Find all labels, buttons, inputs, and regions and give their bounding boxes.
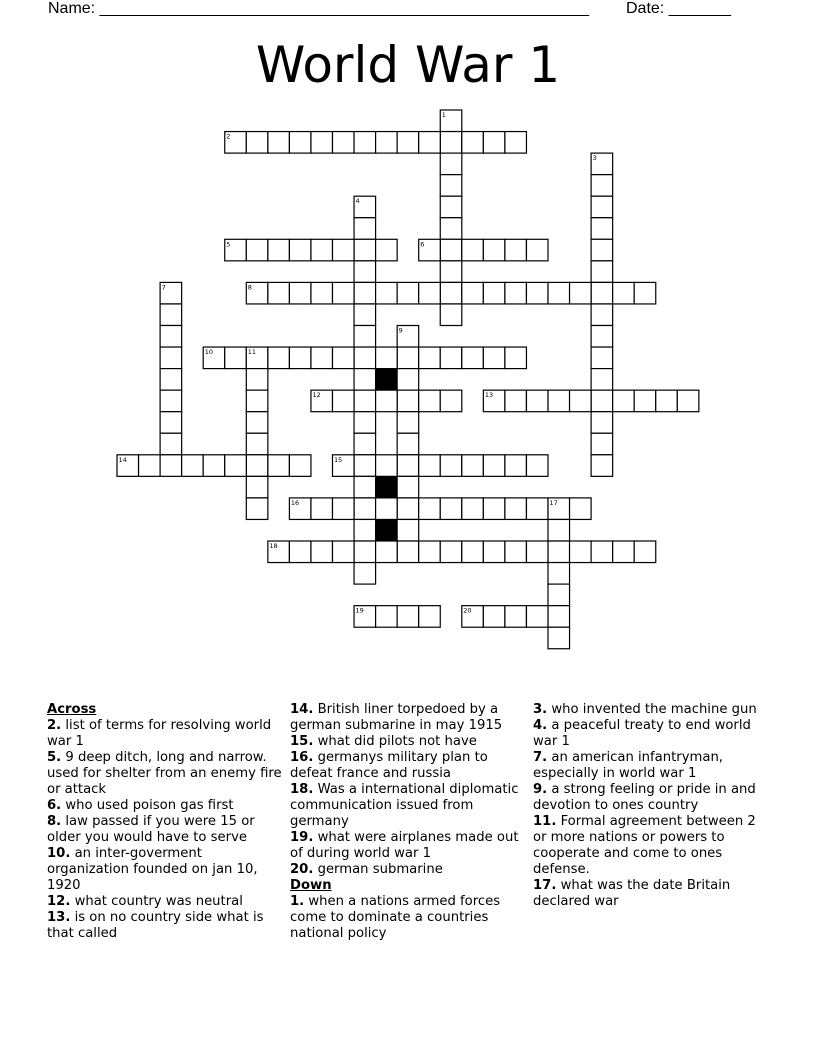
grid-cell[interactable] <box>246 476 268 498</box>
clues-column-3 <box>533 702 773 910</box>
clue-text: what country was neutral <box>70 894 243 909</box>
grid-cell[interactable] <box>354 563 376 585</box>
grid-cell[interactable] <box>440 455 462 477</box>
grid-cell[interactable] <box>376 282 398 304</box>
down-clue-17 <box>533 878 773 910</box>
clue-number: 1. <box>290 894 305 909</box>
grid-cell[interactable] <box>376 606 398 628</box>
grid-cell[interactable] <box>462 132 484 154</box>
grid-cell[interactable] <box>505 347 527 369</box>
grid-cell[interactable] <box>419 606 441 628</box>
grid-cell[interactable] <box>440 261 462 283</box>
clue-number: 19. <box>290 830 314 845</box>
grid-cell[interactable] <box>440 390 462 412</box>
grid-cell[interactable] <box>548 627 570 649</box>
grid-cell[interactable] <box>160 412 182 434</box>
grid-cell[interactable] <box>397 282 419 304</box>
grid-cell[interactable] <box>354 218 376 240</box>
grid-cell[interactable] <box>462 455 484 477</box>
grid-cell[interactable] <box>570 282 592 304</box>
grid-cell[interactable] <box>440 153 462 175</box>
grid-cell[interactable] <box>246 433 268 455</box>
clues-column-2 <box>290 702 530 942</box>
clue-text: when a nations armed forces come to dominate a countries national policy <box>290 894 501 941</box>
clue-text: is on no country side what is that called <box>47 910 264 941</box>
clue-text: a peaceful treaty to end world war 1 <box>533 718 751 749</box>
grid-cell[interactable] <box>419 455 441 477</box>
grid-cell[interactable] <box>333 239 355 261</box>
grid-cell[interactable] <box>397 498 419 520</box>
grid-cell[interactable] <box>333 498 355 520</box>
grid-cell[interactable] <box>268 455 290 477</box>
grid-cell[interactable] <box>160 369 182 391</box>
grid-cell[interactable] <box>354 261 376 283</box>
grid-cell[interactable] <box>570 498 592 520</box>
grid-cell[interactable] <box>462 282 484 304</box>
grid-cell[interactable] <box>462 347 484 369</box>
grid-cell[interactable] <box>397 369 419 391</box>
grid-cell[interactable] <box>160 326 182 348</box>
grid-cell[interactable] <box>354 455 376 477</box>
clue-text: what did pilots not have <box>313 734 477 749</box>
grid-cell[interactable] <box>354 390 376 412</box>
across-clue-15 <box>290 734 530 750</box>
grid-cell[interactable] <box>483 606 505 628</box>
grid-cell[interactable] <box>613 541 635 563</box>
grid-cell[interactable] <box>634 390 656 412</box>
clue-text: Formal agreement between 2 or more nations or powers to cooperate and come to ones defense. <box>533 814 756 877</box>
clue-text: British liner torpedoed by a german submarine in may 1915 <box>290 702 503 733</box>
grid-cell[interactable] <box>268 347 290 369</box>
grid-cell[interactable] <box>289 347 311 369</box>
cell-number: 11 <box>247 348 257 357</box>
grid-cell[interactable] <box>246 455 268 477</box>
grid-cell[interactable] <box>548 282 570 304</box>
grid-cell[interactable] <box>376 239 398 261</box>
down-clue-4 <box>533 718 773 750</box>
grid-cell[interactable] <box>354 304 376 326</box>
grid-cell[interactable] <box>246 390 268 412</box>
grid-cell[interactable] <box>354 541 376 563</box>
grid-cell[interactable] <box>268 282 290 304</box>
cell-number: 14 <box>118 455 127 464</box>
grid-cell[interactable] <box>246 412 268 434</box>
clue-number: 7. <box>533 750 548 765</box>
grid-cell[interactable] <box>160 304 182 326</box>
grid-cell[interactable] <box>376 541 398 563</box>
clue-number: 5. <box>47 750 62 765</box>
page-title: World War 1 <box>255 36 561 94</box>
grid-cell[interactable] <box>419 282 441 304</box>
grid-cell[interactable] <box>246 498 268 520</box>
clue-text: 9 deep ditch, long and narrow. used for shelter from an enemy fire or attack <box>47 750 282 797</box>
grid-cell[interactable] <box>160 390 182 412</box>
grid-cell[interactable] <box>139 455 161 477</box>
grid-cell[interactable] <box>440 498 462 520</box>
grid-cell[interactable] <box>182 455 204 477</box>
cell-number: 13 <box>484 391 494 400</box>
grid-cell[interactable] <box>397 132 419 154</box>
grid-cell[interactable] <box>333 132 355 154</box>
grid-cell[interactable] <box>440 239 462 261</box>
cell-number: 1 <box>441 111 446 119</box>
grid-cell[interactable] <box>591 433 613 455</box>
clue-number: 9. <box>533 782 548 797</box>
grid-cell[interactable] <box>354 369 376 391</box>
cell-number: 17 <box>549 498 558 507</box>
grid-cell[interactable] <box>526 455 548 477</box>
grid-cell[interactable] <box>440 175 462 197</box>
grid-cell[interactable] <box>354 412 376 434</box>
grid-cell[interactable] <box>354 326 376 348</box>
clue-number: 15. <box>290 734 314 749</box>
down-clue-1 <box>290 894 530 942</box>
grid-cell[interactable] <box>440 218 462 240</box>
grid-cell[interactable] <box>354 347 376 369</box>
clue-number: 17. <box>533 878 557 893</box>
clue-text: german submarine <box>313 862 443 877</box>
across-clue-6 <box>47 798 287 814</box>
grid-cell[interactable] <box>591 239 613 261</box>
grid-cell[interactable] <box>397 455 419 477</box>
clue-number: 8. <box>47 814 62 829</box>
across-clue-20 <box>290 862 530 878</box>
grid-cell[interactable] <box>376 347 398 369</box>
grid-cell[interactable] <box>333 541 355 563</box>
grid-cell[interactable] <box>505 239 527 261</box>
clue-text: list of terms for resolving world war 1 <box>47 718 272 749</box>
down-list-a <box>290 894 530 942</box>
across-clue-5 <box>47 750 287 798</box>
grid-cell[interactable] <box>462 541 484 563</box>
cell-number: 19 <box>355 606 364 615</box>
grid-cell[interactable] <box>591 390 613 412</box>
across-heading: Across <box>47 702 97 717</box>
grid-cell[interactable] <box>526 282 548 304</box>
down-clue-11 <box>533 814 773 878</box>
grid-cell[interactable] <box>462 239 484 261</box>
grid-cell[interactable] <box>354 282 376 304</box>
grid-cell[interactable] <box>591 282 613 304</box>
grid-cell[interactable] <box>289 541 311 563</box>
cell-number: 7 <box>161 283 166 292</box>
grid-cell[interactable] <box>526 606 548 628</box>
grid-cell[interactable] <box>354 433 376 455</box>
cell-number: 18 <box>269 542 278 550</box>
grid-cell[interactable] <box>591 541 613 563</box>
grid-cell[interactable] <box>548 390 570 412</box>
grid-cell[interactable] <box>591 369 613 391</box>
grid-cell[interactable] <box>333 347 355 369</box>
down-clue-9 <box>533 782 773 814</box>
clue-text: who invented the machine gun <box>547 702 757 717</box>
grid-cell[interactable] <box>591 347 613 369</box>
cell-number: 8 <box>247 283 252 292</box>
grid-cell[interactable] <box>613 282 635 304</box>
grid-cell[interactable] <box>548 563 570 585</box>
across-clue-19 <box>290 830 530 862</box>
grid-cell[interactable] <box>397 433 419 455</box>
clue-number: 16. <box>290 750 314 765</box>
grid-cell[interactable] <box>311 132 333 154</box>
clue-number: 14. <box>290 702 314 717</box>
grid-cell[interactable] <box>160 433 182 455</box>
grid-cell[interactable] <box>376 390 398 412</box>
grid-cell[interactable] <box>419 498 441 520</box>
grid-cell[interactable] <box>526 390 548 412</box>
grid-cell[interactable] <box>354 239 376 261</box>
grid-cell[interactable] <box>548 584 570 606</box>
down-clue-3 <box>533 702 773 718</box>
grid-cell[interactable] <box>591 455 613 477</box>
grid-cell[interactable] <box>246 132 268 154</box>
cell-number: 16 <box>290 498 300 507</box>
grid-cell[interactable] <box>462 498 484 520</box>
grid-cell[interactable] <box>333 390 355 412</box>
grid-cell[interactable] <box>376 455 398 477</box>
cell-number: 15 <box>334 455 343 464</box>
clue-number: 10. <box>47 846 71 861</box>
cell-number: 10 <box>204 348 213 357</box>
clue-number: 6. <box>47 798 62 813</box>
grid-cell[interactable] <box>505 132 527 154</box>
grid-cell[interactable] <box>225 455 247 477</box>
grid-cell[interactable] <box>376 498 398 520</box>
date-field: Date: _______ <box>626 0 731 17</box>
grid-cell[interactable] <box>505 390 527 412</box>
grid-cell[interactable] <box>419 347 441 369</box>
grid-cell[interactable] <box>613 390 635 412</box>
grid-cell[interactable] <box>397 412 419 434</box>
grid-cell[interactable] <box>160 347 182 369</box>
grid-cell[interactable] <box>397 390 419 412</box>
grid-cell[interactable] <box>268 132 290 154</box>
clue-text: a strong feeling or pride in and devotion to ones country <box>533 782 756 813</box>
clue-text: germanys military plan to defeat france and russia <box>290 750 488 781</box>
down-heading: Down <box>290 878 332 893</box>
grid-cell[interactable] <box>570 390 592 412</box>
cell-number: 3 <box>592 154 597 163</box>
cell-number: 2 <box>226 132 231 141</box>
across-list-b <box>290 702 530 878</box>
grid-cell[interactable] <box>333 282 355 304</box>
grid-cell[interactable] <box>311 347 333 369</box>
grid-cell[interactable] <box>440 132 462 154</box>
grid-cell[interactable] <box>397 606 419 628</box>
grid-cell[interactable] <box>548 606 570 628</box>
clue-number: 2. <box>47 718 62 733</box>
cell-number: 20 <box>463 606 472 615</box>
grid-cell[interactable] <box>440 541 462 563</box>
grid-cell[interactable] <box>591 175 613 197</box>
grid-cell[interactable] <box>419 132 441 154</box>
grid-cell[interactable] <box>483 498 505 520</box>
grid-cell[interactable] <box>289 455 311 477</box>
across-clue-10 <box>47 846 287 894</box>
grid-cell[interactable] <box>634 541 656 563</box>
clue-number: 11. <box>533 814 557 829</box>
clues-column-1 <box>47 702 287 942</box>
grid-cell[interactable] <box>419 541 441 563</box>
grid-cell[interactable] <box>354 132 376 154</box>
clue-number: 3. <box>533 702 548 717</box>
cell-number: 9 <box>398 326 403 335</box>
clue-number: 12. <box>47 894 71 909</box>
clue-number: 13. <box>47 910 71 925</box>
clue-text: law passed if you were 15 or older you would have to serve <box>47 814 255 845</box>
grid-cell[interactable] <box>246 369 268 391</box>
grid-cell[interactable] <box>289 239 311 261</box>
grid-cell[interactable] <box>268 239 290 261</box>
clue-text: who used poison gas first <box>61 798 234 813</box>
grid-cell[interactable] <box>354 498 376 520</box>
grid-cell[interactable] <box>526 498 548 520</box>
grid-cell[interactable] <box>677 390 699 412</box>
clue-text: an american infantryman, especially in world war 1 <box>533 750 723 781</box>
across-clue-8 <box>47 814 287 846</box>
grid-cell[interactable] <box>483 347 505 369</box>
clue-number: 20. <box>290 862 314 877</box>
across-clue-18 <box>290 782 530 830</box>
grid-cell[interactable] <box>289 282 311 304</box>
grid-cell[interactable] <box>160 455 182 477</box>
black-cell <box>376 476 398 498</box>
clue-text: an inter-goverment organization founded on jan 10, 1920 <box>47 846 258 893</box>
grid-cell[interactable] <box>203 455 225 477</box>
grid-cell[interactable] <box>311 239 333 261</box>
grid-cell[interactable] <box>397 347 419 369</box>
clue-number: 4. <box>533 718 548 733</box>
grid-cell[interactable] <box>591 326 613 348</box>
across-clue-13 <box>47 910 287 942</box>
grid-cell[interactable] <box>483 132 505 154</box>
down-clue-7 <box>533 750 773 782</box>
grid-cell[interactable] <box>440 347 462 369</box>
across-clue-2 <box>47 718 287 750</box>
grid-cell[interactable] <box>548 519 570 541</box>
cell-number: 6 <box>420 240 425 249</box>
grid-cell[interactable] <box>440 304 462 326</box>
clue-text: what was the date Britain declared war <box>533 878 731 909</box>
grid-cell[interactable] <box>225 347 247 369</box>
across-list-a <box>47 718 287 942</box>
grid-cell[interactable] <box>311 541 333 563</box>
grid-cell[interactable] <box>656 390 678 412</box>
grid-cell[interactable] <box>354 519 376 541</box>
grid-cell[interactable] <box>311 282 333 304</box>
grid-cell[interactable] <box>440 282 462 304</box>
grid-cell[interactable] <box>311 498 333 520</box>
grid-cell[interactable] <box>505 541 527 563</box>
across-clue-12 <box>47 894 287 910</box>
grid-cell[interactable] <box>505 282 527 304</box>
black-cell <box>376 369 398 391</box>
clue-text: Was a international diplomatic communication issued from germany <box>290 782 519 829</box>
name-field: Name: _______________________________________________________ <box>48 0 589 17</box>
black-cell <box>376 519 398 541</box>
grid-cell[interactable] <box>505 498 527 520</box>
down-list-b <box>533 702 773 910</box>
grid-cell[interactable] <box>483 455 505 477</box>
across-clue-16 <box>290 750 530 782</box>
grid-cell[interactable] <box>505 606 527 628</box>
grid-cell[interactable] <box>246 239 268 261</box>
grid-cell[interactable] <box>397 519 419 541</box>
grid-cell[interactable] <box>376 132 398 154</box>
grid-cell[interactable] <box>483 541 505 563</box>
grid-cell[interactable] <box>440 196 462 218</box>
grid-cell[interactable] <box>526 239 548 261</box>
grid-cell[interactable] <box>397 476 419 498</box>
grid-cell[interactable] <box>505 455 527 477</box>
grid-cell[interactable] <box>591 218 613 240</box>
grid-cell[interactable] <box>591 304 613 326</box>
cell-number: 4 <box>355 197 360 206</box>
grid-cell[interactable] <box>591 261 613 283</box>
clue-number: 18. <box>290 782 314 797</box>
grid-cell[interactable] <box>570 541 592 563</box>
cell-number: 5 <box>226 240 231 249</box>
grid-cell[interactable] <box>397 541 419 563</box>
grid-cell[interactable] <box>548 541 570 563</box>
grid-cell[interactable] <box>483 239 505 261</box>
grid-cell[interactable] <box>634 282 656 304</box>
grid-cell[interactable] <box>354 476 376 498</box>
grid-cell[interactable] <box>526 541 548 563</box>
clue-text: what were airplanes made out of during world war 1 <box>290 830 519 861</box>
across-clue-14 <box>290 702 530 734</box>
grid-cell[interactable] <box>591 412 613 434</box>
grid-cell[interactable] <box>419 390 441 412</box>
grid-cell[interactable] <box>483 282 505 304</box>
grid-cell[interactable] <box>591 196 613 218</box>
cell-number: 12 <box>312 391 321 400</box>
grid-cell[interactable] <box>289 132 311 154</box>
